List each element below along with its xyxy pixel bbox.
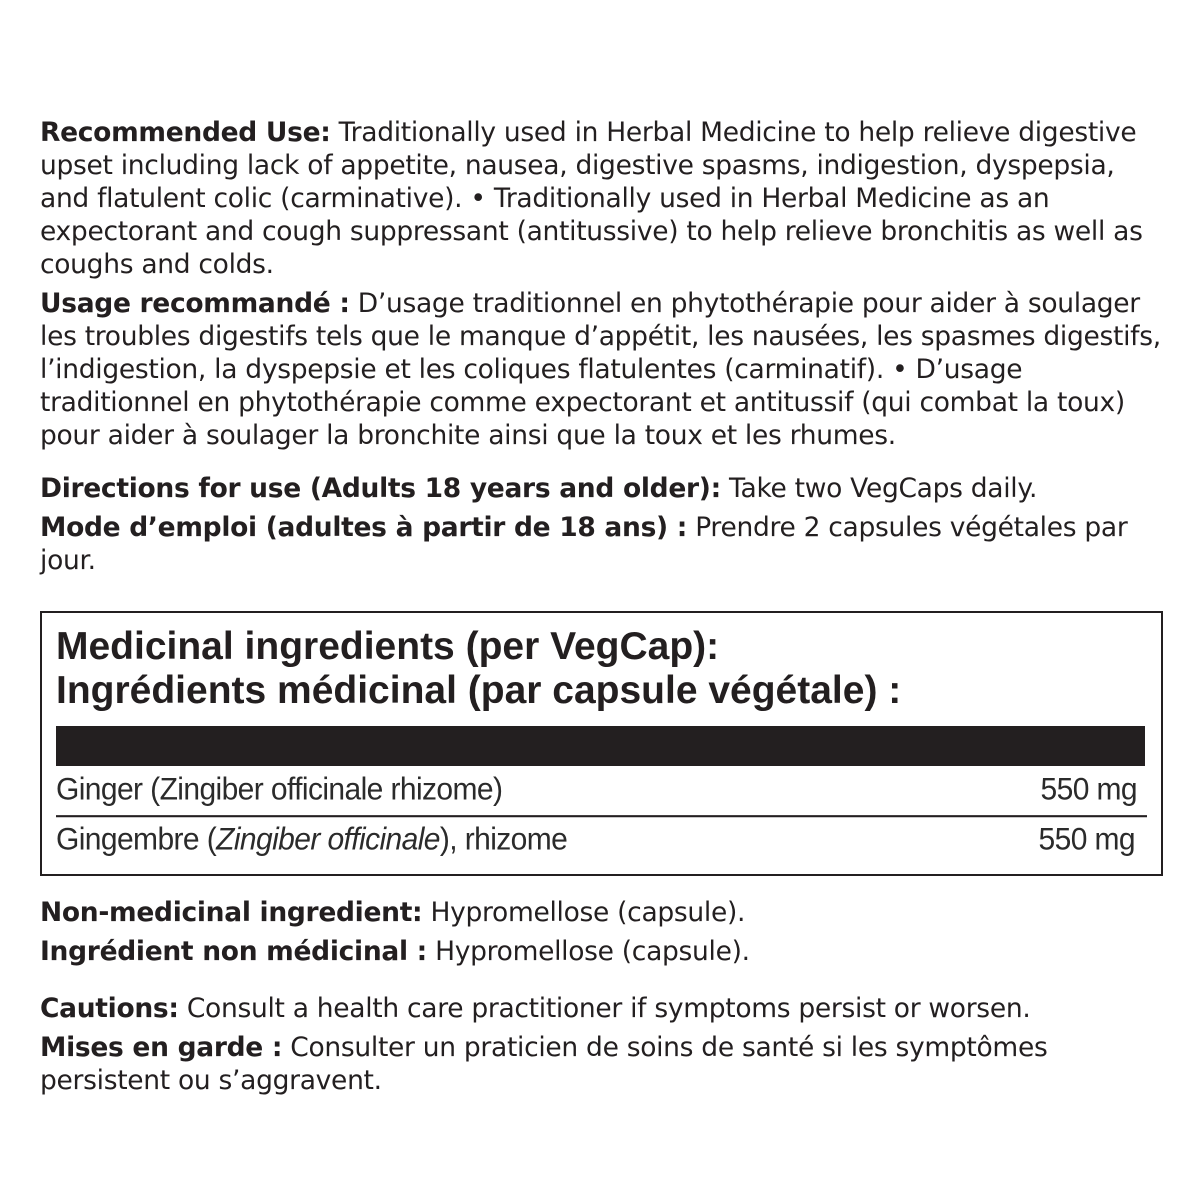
ingredient-amount-en: 550 mg (1040, 772, 1137, 807)
ingredient-name-fr-prefix: Gingembre ( (56, 822, 217, 857)
mode-emploi-text: Prendre 2 capsules végétales par jour. (40, 512, 1128, 576)
ingredient-row-en (56, 765, 1147, 818)
cautions-label: Cautions: (40, 993, 179, 1024)
recommended-use-text: Traditionally used in Herbal Medicine to help relieve digestive upset including lack of appetite, nausea, digestive spasms, indigestion, dyspepsia, and flatulent colic (carminative). • Traditionally used in Herbal Medicine as an expectorant and cough suppressant (antitussive) to help relieve bronchitis as well as coughs and colds. (40, 117, 1143, 280)
recommended-use-label: Recommended Use: (40, 117, 331, 148)
mode-emploi-paragraph (40, 511, 1170, 577)
non-medicinal-text: Hypromellose (capsule). (422, 897, 746, 928)
cautions-text: Consult a health care practitioner if symptoms persist or worsen. (178, 993, 1031, 1024)
ingredient-amount-fr: 550 mg (1038, 822, 1135, 857)
ingredient-name-fr-latin: Zingiber officinale (216, 822, 440, 857)
non-medicinal-fr-label: Ingrédient non médicinal : (40, 936, 427, 967)
recommended-use-paragraph (40, 116, 1170, 281)
non-medicinal-fr-paragraph (40, 935, 1170, 968)
directions-label: Directions for use (Adults 18 years and older): (40, 473, 721, 504)
medicinal-ingredients-box (40, 611, 1163, 876)
cautions-paragraph (40, 992, 1170, 1025)
non-medicinal-label: Non-medicinal ingredient: (40, 897, 423, 928)
directions-paragraph (40, 472, 1170, 505)
non-medicinal-fr-text: Hypromellose (capsule). (426, 936, 750, 967)
ingredients-header-bar (56, 726, 1145, 766)
label-document (40, 116, 1170, 1097)
ingredient-name-fr-suffix: ), rhizome (439, 822, 568, 857)
ingredient-row-fr (56, 815, 1145, 865)
directions-text: Take two VegCaps daily. (720, 473, 1038, 504)
usage-recommande-text: D’usage traditionnel en phytothérapie pour aider à soulager les troubles digestifs tels que le manque d’appétit, les nausées, les spasmes digestifs, l’indigestion, la dyspepsie et les coliques flatulentes (carminatif). • D’usage traditionnel en phytothérapie comme expectorant et antitussif (qui combat la toux) pour aider à soulager la bronchite ainsi que la toux et les rhumes. (40, 288, 1161, 451)
mises-en-garde-paragraph (40, 1031, 1170, 1097)
usage-recommande-paragraph (40, 287, 1170, 452)
usage-recommande-label: Usage recommandé : (40, 288, 350, 319)
ingredient-name-en: Ginger (Zingiber officinale rhizome) (56, 772, 503, 807)
medicinal-ingredients-title-en: Medicinal ingredients (per VegCap): (56, 625, 720, 668)
non-medicinal-paragraph (40, 896, 1170, 929)
mises-en-garde-text: Consulter un praticien de soins de santé si les symptômes persistent ou s’aggravent. (40, 1032, 1048, 1096)
mode-emploi-label: Mode d’emploi (adultes à partir de 18 ans) : (40, 512, 688, 543)
mises-en-garde-label: Mises en garde : (40, 1032, 283, 1063)
medicinal-ingredients-title-fr: Ingrédients médicinal (par capsule végétale) : (56, 669, 902, 712)
ingredient-name-fr (56, 822, 567, 858)
